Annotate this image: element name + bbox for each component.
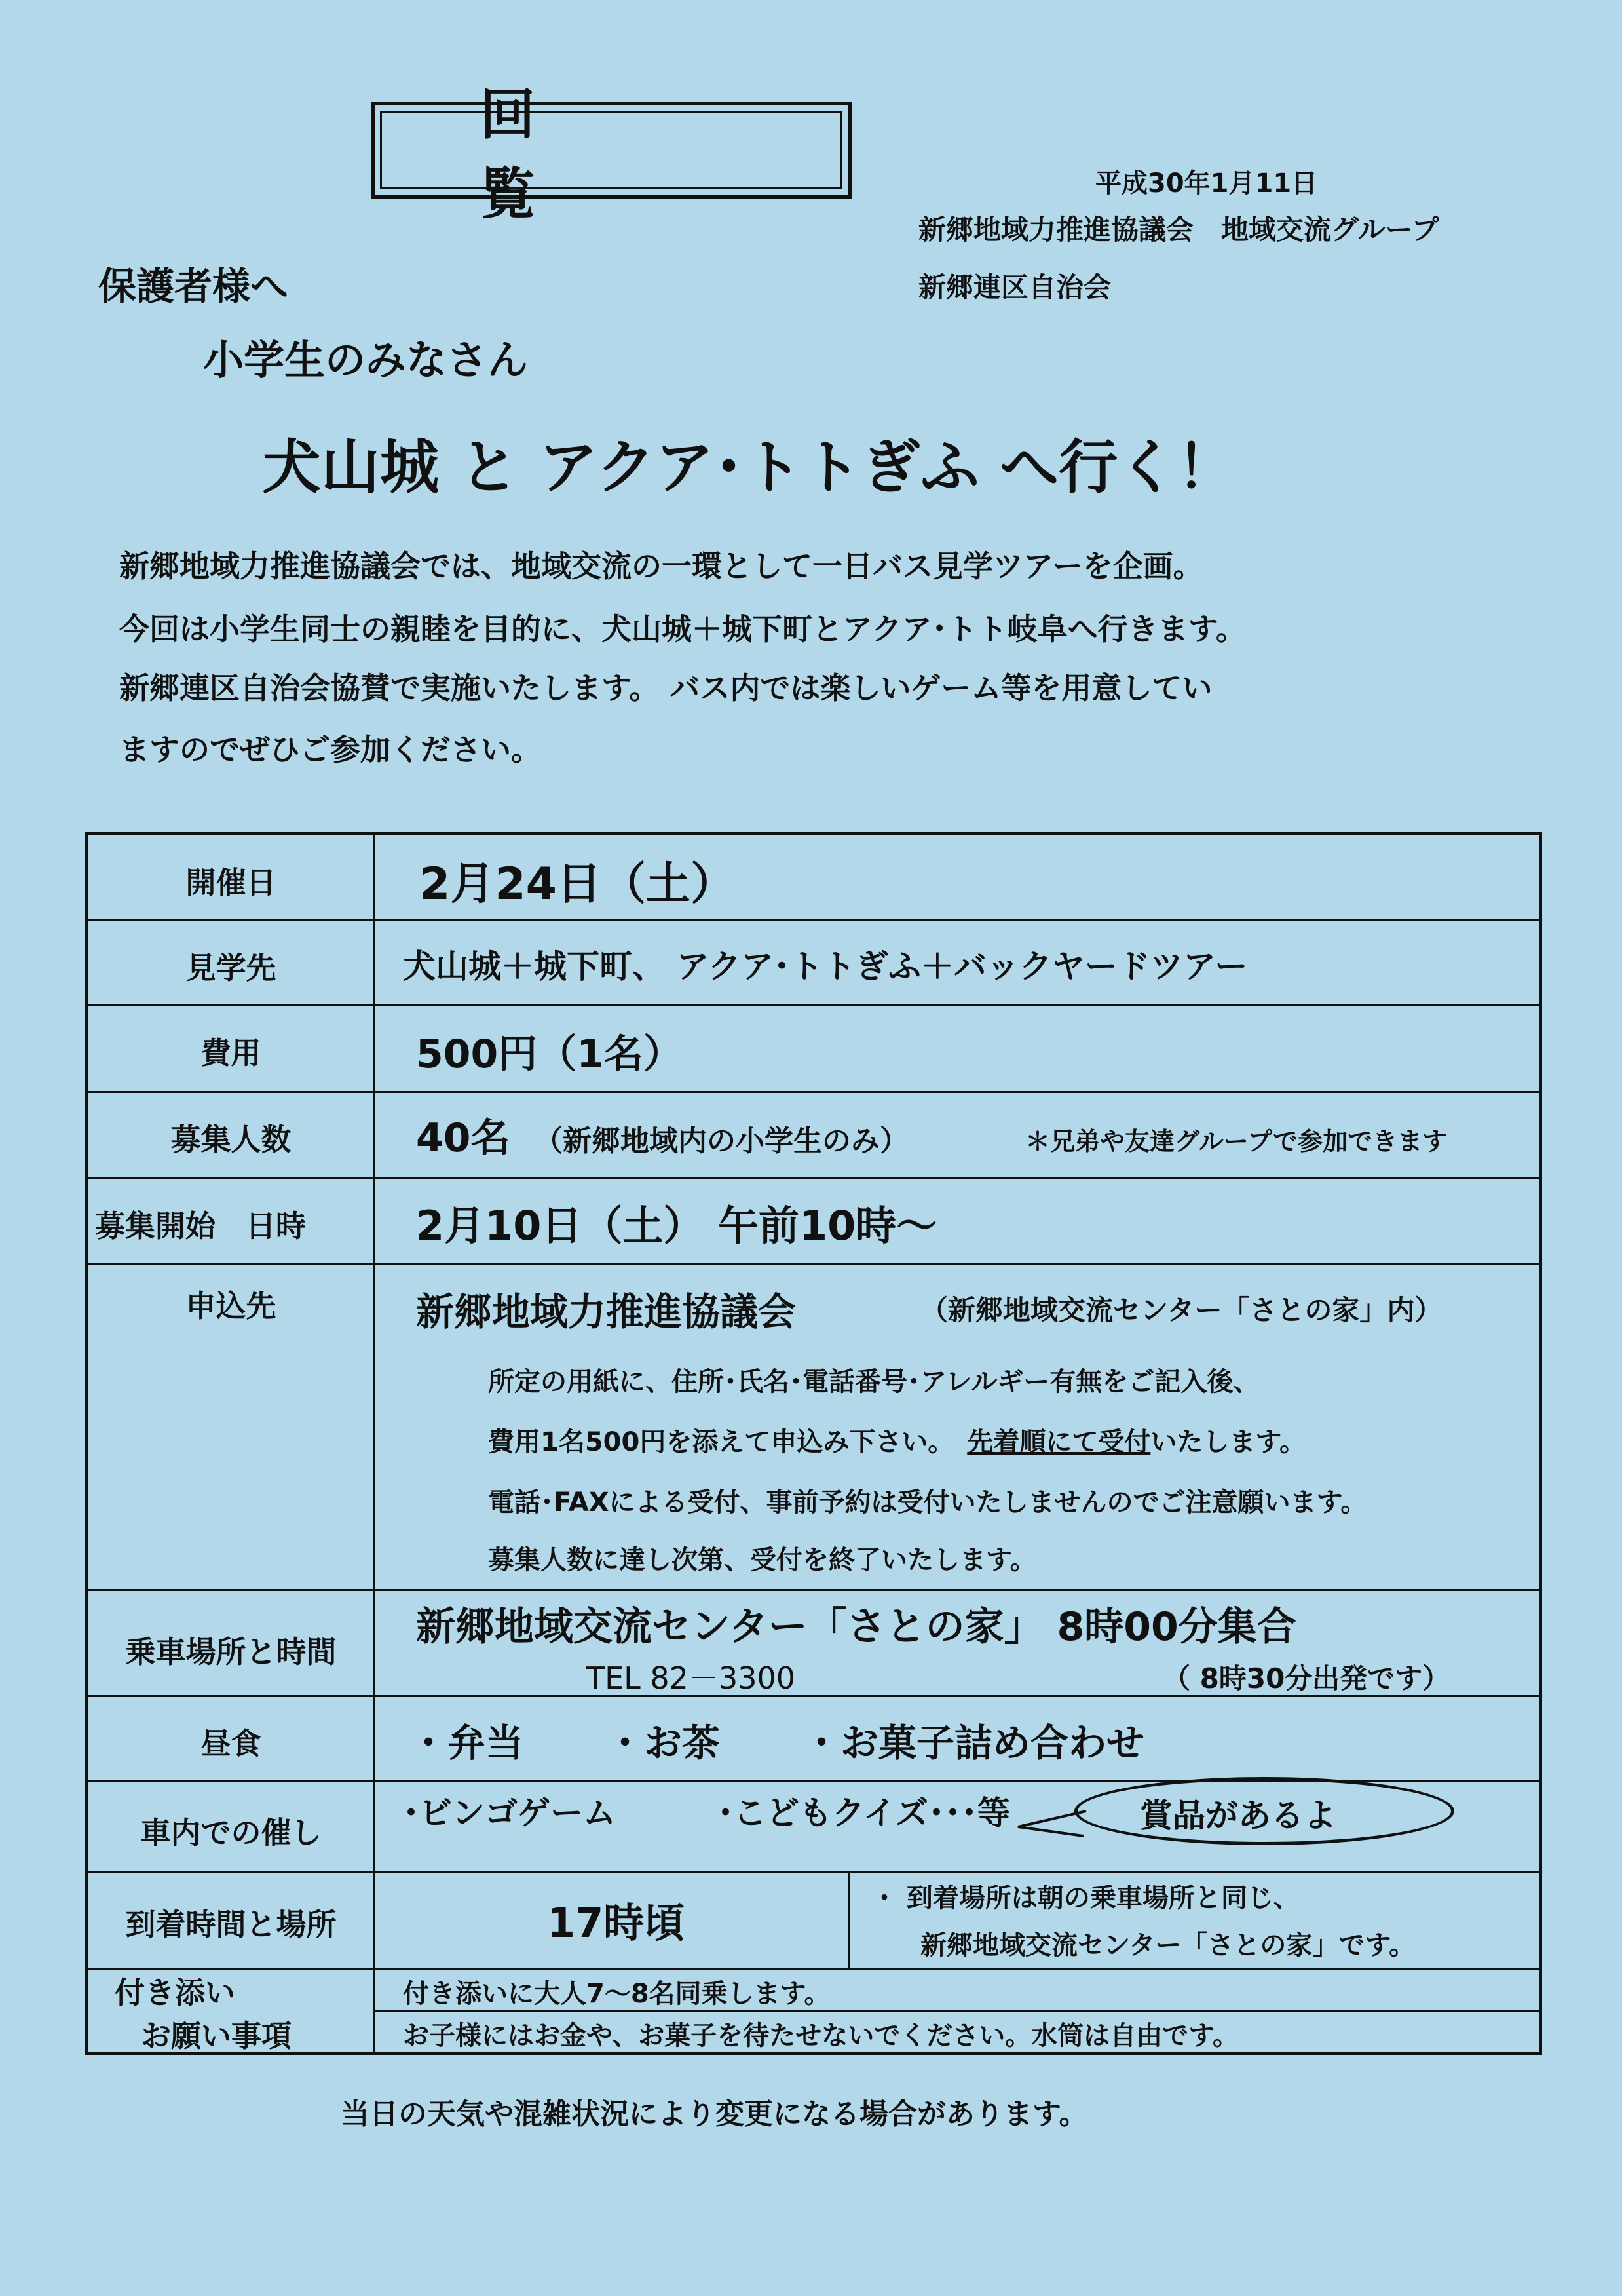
notes-line-2: お子様にはお金や、お菓子を待たせないでください。水筒は自由です。	[403, 2021, 1239, 2051]
issue-date: 平成30年1月11日	[1095, 168, 1318, 199]
column-divider	[373, 835, 375, 2052]
application-org: 新郷地域力推進協議会	[416, 1290, 797, 1334]
destination-label: 見学先	[185, 950, 276, 985]
addressee-students: 小学生のみなさん	[203, 336, 529, 384]
arrival-label: 到着時間と場所	[125, 1907, 337, 1942]
row-divider	[88, 1004, 1539, 1006]
kairan-box	[371, 83, 852, 226]
bus-events-label: 車内での催し	[140, 1815, 322, 1850]
boarding-value: 新郷地域交流センター「さとの家」 8時00分集合	[416, 1604, 1296, 1650]
organizer-line-2: 新郷連区自治会	[918, 271, 1112, 303]
footer-notice: 当日の天気や混雑状況により変更になる場合があります。	[341, 2097, 1088, 2131]
notes-label-escort: 付き添い	[115, 1975, 235, 2010]
arrival-note-2: 新郷地域交流センター「さとの家」です。	[920, 1930, 1416, 1961]
recruit-start-value: 2月10日（土） 午前10時～	[416, 1202, 937, 1250]
application-line-1: 所定の用紙に、住所･氏名･電話番号･アレルギー有無をご記入後、	[488, 1367, 1260, 1397]
fee-label: 費用	[200, 1035, 261, 1071]
event-info-table	[85, 832, 1542, 2055]
notes-line-1: 付き添いに大人7～8名同乗します。	[403, 1979, 831, 2009]
speech-bubble-tail	[1015, 1808, 1087, 1841]
fee-value: 500円（1名）	[416, 1031, 683, 1077]
application-line-4: 募集人数に達し次第、受付を終了いたします。	[488, 1545, 1036, 1575]
intro-line-1: 新郷地域力推進協議会では、地域交流の一環として一日バス見学ツアーを企画。	[119, 548, 1203, 584]
capacity-label: 募集人数	[170, 1122, 292, 1157]
application-line-3: 電話･FAXによる受付、事前予約は受付いたしませんのでご注意願います。	[488, 1487, 1367, 1518]
capacity-extra-note: ＊兄弟や友達グループで参加できます	[1025, 1127, 1448, 1156]
row-divider	[88, 919, 1539, 921]
lunch-item-snacks: ・お菓子詰め合わせ	[802, 1721, 1145, 1765]
intro-line-4: ますのでぜひご参加ください。	[119, 732, 541, 767]
boarding-departure: （ 8時30分出発です）	[1163, 1662, 1450, 1694]
notes-label-requests: お願い事項	[141, 2018, 292, 2054]
lunch-item-tea: ・お茶	[606, 1721, 721, 1765]
row-divider	[88, 1589, 1539, 1591]
application-label: 申込先	[185, 1288, 276, 1324]
date-value: 2月24日（土）	[419, 858, 735, 910]
event-bingo: ･ビンゴゲーム	[403, 1794, 616, 1832]
row-divider	[88, 1177, 1539, 1179]
addressee-parents: 保護者様へ	[98, 264, 289, 309]
intro-line-2: 今回は小学生同士の親睦を目的に、犬山城＋城下町とアクア･トト岐阜へ行きます。	[119, 611, 1246, 647]
capacity-note: （新郷地域内の小学生のみ）	[534, 1124, 909, 1158]
row-divider	[88, 1871, 1539, 1873]
application-line-2: 費用1名500円を添えて申込み下さい。 先着順にて受付いたします。	[488, 1427, 1306, 1457]
row-divider	[88, 1091, 1539, 1093]
arrival-time: 17時頃	[547, 1899, 685, 1947]
destination-value: 犬山城＋城下町、 アクア･トトぎふ＋バックヤードツアー	[403, 947, 1248, 985]
arrival-divider	[848, 1871, 850, 1968]
first-come-notice: 先着順にて受付	[967, 1427, 1151, 1457]
prize-bubble-text: 賞品があるよ	[1140, 1797, 1336, 1835]
recruit-start-label: 募集開始 日時	[95, 1208, 306, 1244]
lunch-item-bento: ・弁当	[409, 1721, 524, 1765]
boarding-label: 乗車場所と時間	[125, 1634, 337, 1670]
intro-line-3: 新郷連区自治会協賛で実施いたします。 バス内では楽しいゲーム等を用意してい	[119, 670, 1213, 706]
headline: 犬山城 と アクア･トトぎふ へ行く！	[262, 433, 1236, 502]
row-divider	[88, 1263, 1539, 1265]
organizer-line-1: 新郷地域力推進協議会 地域交流グループ	[918, 214, 1439, 246]
kairan-title: 回 覧	[380, 111, 842, 189]
capacity-value: 40名	[416, 1115, 510, 1161]
event-quiz: ･こどもクイズ･･･等	[717, 1794, 1010, 1832]
prize-speech-bubble	[1074, 1777, 1454, 1845]
application-org-note: （新郷地域交流センター「さとの家」内）	[920, 1294, 1443, 1326]
arrival-note-1: ・ 到着場所は朝の乗車場所と同じ、	[871, 1883, 1300, 1913]
boarding-tel: TEL 82－3300	[586, 1660, 796, 1696]
row-divider	[88, 1968, 1539, 1970]
lunch-label: 昼食	[200, 1726, 261, 1761]
date-label: 開催日	[185, 865, 276, 900]
